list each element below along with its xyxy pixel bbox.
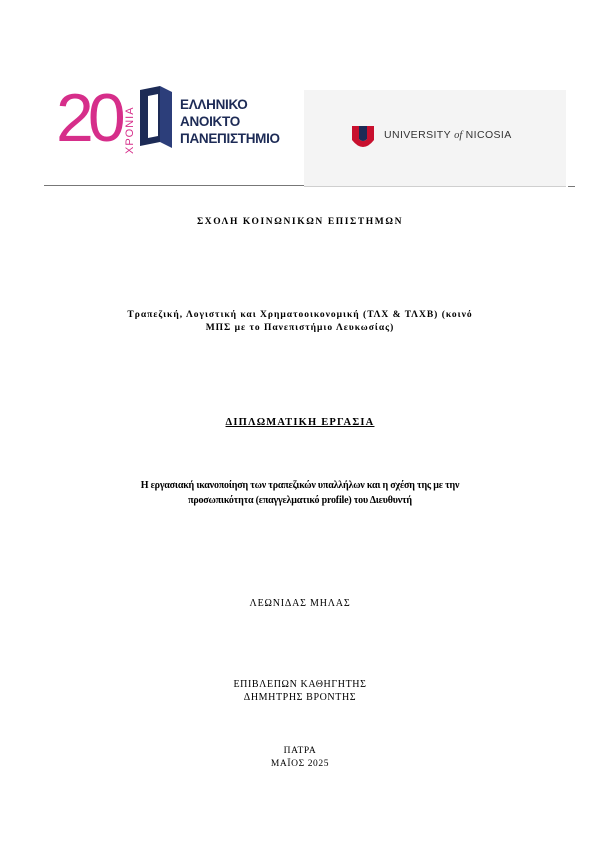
place-date-block — [0, 745, 600, 771]
header-divider-right — [304, 186, 566, 187]
header-divider-left — [44, 185, 304, 186]
supervisor-block — [0, 678, 600, 704]
school-heading: ΣΧΟΛΗ ΚΟΙΝΩΝΙΚΩΝ ΕΠΙΣΤΗΜΩΝ — [196, 217, 404, 227]
program-line: ΜΠΣ με το Πανεπιστήμιο Λευκωσίας) — [205, 323, 395, 333]
unic-name-part: NICOSIA — [465, 129, 512, 141]
program-name — [0, 309, 600, 335]
unic-shield-icon — [350, 124, 376, 150]
eap-name-line: ΠΑΝΕΠΙΣΤΗΜΙΟ — [180, 131, 280, 146]
eap-name — [180, 96, 280, 147]
thesis-title-line: Η εργασιακή ικανοποίηση των τραπεζικών υπαλλήλων και η σχέση της με την — [140, 480, 460, 491]
eap-name-line: ΑΝΟΙΚΤΟ — [180, 114, 240, 129]
header-divider-tick — [568, 186, 575, 187]
book-icon — [138, 86, 174, 150]
city: ΠΑΤΡΑ — [283, 746, 317, 756]
university-of-nicosia-logo — [304, 90, 566, 186]
eap-name-line: ΕΛΛΗΝΙΚΟ — [180, 97, 248, 112]
author-name: ΛΕΩΝΙΔΑΣ ΜΗΛΑΣ — [249, 598, 351, 609]
program-line: Τραπεζική, Λογιστική και Χρηματοοικονομική (ΤΛΧ & ΤΛΧΒ) (κοινό — [127, 310, 473, 320]
supervisor-name: ΔΗΜΗΤΡΗΣ ΒΡΟΝΤΗΣ — [243, 692, 357, 703]
eap-years-label: ΧΡΟΝΙΑ — [124, 106, 136, 154]
eap-anniversary-number: 20 — [56, 80, 120, 156]
unic-name — [384, 129, 512, 141]
thesis-title-line: προσωπικότητα (επαγγελματικό profile) του Διευθυντή — [188, 495, 412, 506]
unic-name-part: UNIVERSITY — [384, 129, 451, 141]
date: ΜΑΪΟΣ 2025 — [270, 759, 330, 769]
thesis-title — [0, 478, 600, 508]
unic-name-of: of — [454, 130, 463, 141]
hellenic-open-university-logo — [56, 82, 286, 162]
supervisor-label: ΕΠΙΒΛΕΠΩΝ ΚΑΘΗΓΗΤΗΣ — [233, 679, 367, 690]
thesis-type-heading: ΔΙΠΛΩΜΑΤΙΚΗ ΕΡΓΑΣΙΑ — [225, 417, 375, 428]
